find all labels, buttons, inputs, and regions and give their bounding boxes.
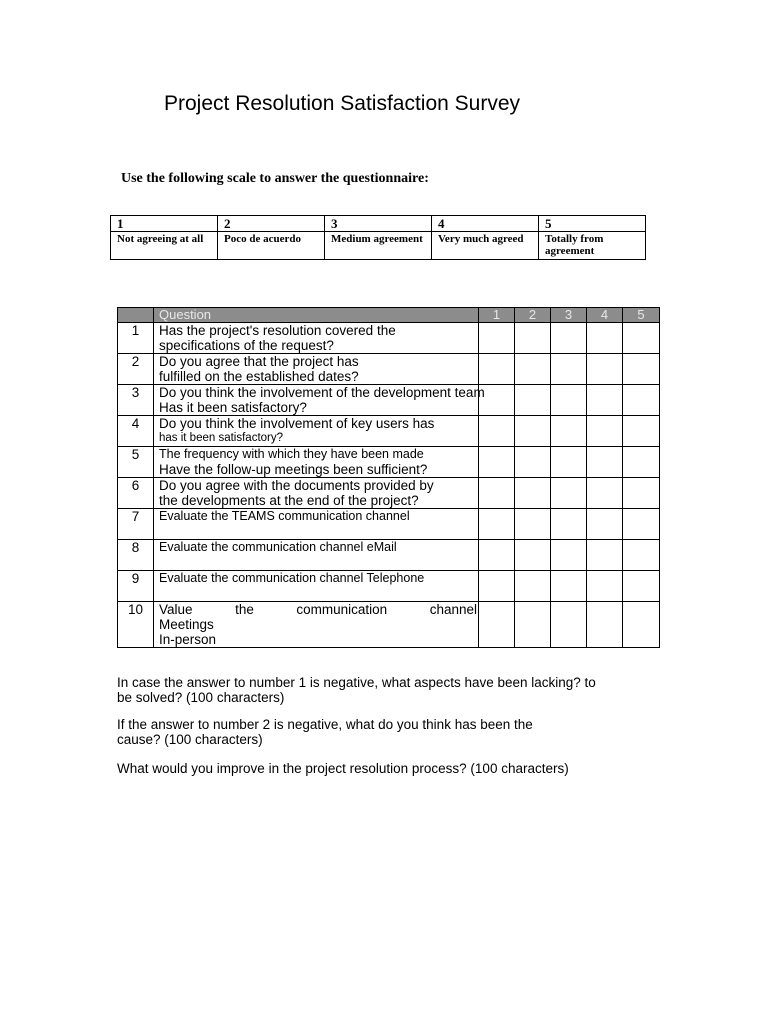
question-row	[118, 354, 660, 385]
rating-cell-5[interactable]	[623, 478, 660, 509]
scale-label: Medium agreement	[325, 232, 432, 260]
rating-cell-5[interactable]	[623, 354, 660, 385]
rating-cell-3[interactable]	[551, 509, 587, 540]
rating-scale-table	[110, 215, 646, 260]
rating-cell-5[interactable]	[623, 323, 660, 354]
question-row	[118, 509, 660, 540]
scale-number: 1	[111, 216, 218, 232]
question-text	[154, 447, 479, 478]
rating-cell-5[interactable]	[623, 416, 660, 447]
rating-cell-5[interactable]	[623, 571, 660, 602]
rating-cell-5[interactable]	[623, 447, 660, 478]
question-text	[154, 571, 479, 602]
question-row	[118, 602, 660, 648]
question-number: 9	[118, 571, 154, 602]
rating-cell-2[interactable]	[515, 571, 551, 602]
rating-cell-2[interactable]	[515, 478, 551, 509]
survey-header-row	[118, 308, 660, 323]
open-question-1: In case the answer to number 1 is negative, what aspects have been lacking? to be solved? (100 characters)	[117, 675, 596, 705]
rating-cell-3[interactable]	[551, 602, 587, 648]
rating-cell-2[interactable]	[515, 416, 551, 447]
rating-cell-3[interactable]	[551, 385, 587, 416]
rating-cell-2[interactable]	[515, 540, 551, 571]
question-row	[118, 416, 660, 447]
rating-cell-4[interactable]	[587, 385, 623, 416]
rating-cell-3[interactable]	[551, 540, 587, 571]
question-number: 2	[118, 354, 154, 385]
question-line: Have the follow-up meetings been sufficient?	[159, 462, 428, 477]
rating-cell-1[interactable]	[479, 354, 515, 385]
question-number: 4	[118, 416, 154, 447]
question-number: 6	[118, 478, 154, 509]
rating-cell-1[interactable]	[479, 323, 515, 354]
header-rating-3: 3	[551, 308, 587, 323]
rating-cell-4[interactable]	[587, 478, 623, 509]
scale-label: Not agreeing at all	[111, 232, 218, 260]
rating-cell-5[interactable]	[623, 385, 660, 416]
rating-cell-2[interactable]	[515, 323, 551, 354]
rating-cell-4[interactable]	[587, 509, 623, 540]
question-number: 8	[118, 540, 154, 571]
question-line: Has the project's resolution covered the	[159, 323, 396, 338]
rating-cell-1[interactable]	[479, 602, 515, 648]
question-text	[154, 602, 479, 648]
rating-cell-3[interactable]	[551, 571, 587, 602]
rating-cell-3[interactable]	[551, 354, 587, 385]
question-line: Evaluate the communication channel Telephone	[159, 571, 425, 585]
question-row	[118, 478, 660, 509]
scale-number: 4	[432, 216, 539, 232]
question-line: Do you agree that the project has	[159, 354, 359, 369]
question-row	[118, 571, 660, 602]
question-line: fulfilled on the established dates?	[159, 369, 359, 384]
rating-cell-3[interactable]	[551, 447, 587, 478]
question-number: 5	[118, 447, 154, 478]
question-text	[154, 509, 479, 540]
question-line: Do you think the involvement of the development team	[159, 385, 485, 400]
question-line: In-person	[159, 632, 217, 647]
rating-cell-3[interactable]	[551, 416, 587, 447]
question-text	[154, 354, 479, 385]
rating-cell-4[interactable]	[587, 540, 623, 571]
question-line: specifications of the request?	[159, 338, 334, 353]
rating-cell-5[interactable]	[623, 540, 660, 571]
question-number: 7	[118, 509, 154, 540]
question-line: has it been satisfactory?	[159, 432, 284, 444]
question-line: Evaluate the communication channel eMail	[159, 540, 397, 554]
rating-cell-1[interactable]	[479, 509, 515, 540]
question-line: the developments at the end of the project?	[159, 493, 419, 508]
rating-cell-2[interactable]	[515, 447, 551, 478]
rating-cell-1[interactable]	[479, 478, 515, 509]
open-question-3: What would you improve in the project resolution process? (100 characters)	[117, 761, 569, 776]
rating-cell-4[interactable]	[587, 354, 623, 385]
question-line: Do you think the involvement of key users has	[159, 416, 435, 431]
scale-number: 3	[325, 216, 432, 232]
rating-cell-4[interactable]	[587, 416, 623, 447]
open-question-2: If the answer to number 2 is negative, what do you think has been the cause? (100 characters)	[117, 717, 533, 747]
rating-cell-5[interactable]	[623, 509, 660, 540]
scale-label: Very much agreed	[432, 232, 539, 260]
rating-cell-1[interactable]	[479, 416, 515, 447]
scale-label: Totally from agreement	[539, 232, 646, 260]
question-line: Has it been satisfactory?	[159, 400, 307, 415]
rating-cell-2[interactable]	[515, 354, 551, 385]
rating-cell-2[interactable]	[515, 602, 551, 648]
header-question: Question	[154, 308, 479, 323]
question-text	[154, 416, 479, 447]
rating-cell-4[interactable]	[587, 323, 623, 354]
scale-number: 2	[218, 216, 325, 232]
survey-table	[117, 307, 660, 648]
rating-cell-4[interactable]	[587, 602, 623, 648]
rating-cell-1[interactable]	[479, 571, 515, 602]
question-row	[118, 385, 660, 416]
rating-cell-3[interactable]	[551, 478, 587, 509]
rating-cell-2[interactable]	[515, 385, 551, 416]
question-line: Do you agree with the documents provided by	[159, 478, 434, 493]
question-row	[118, 540, 660, 571]
header-number-cell	[118, 308, 154, 323]
rating-cell-3[interactable]	[551, 323, 587, 354]
question-text	[154, 478, 479, 509]
scale-number: 5	[539, 216, 646, 232]
rating-cell-1[interactable]	[479, 447, 515, 478]
question-text	[154, 540, 479, 571]
header-rating-5: 5	[623, 308, 660, 323]
header-rating-4: 4	[587, 308, 623, 323]
rating-cell-4[interactable]	[587, 447, 623, 478]
question-number: 3	[118, 385, 154, 416]
question-text	[154, 323, 479, 354]
question-number: 10	[118, 602, 154, 648]
question-text	[154, 385, 485, 416]
question-row	[118, 323, 660, 354]
rating-cell-5[interactable]	[623, 602, 660, 648]
rating-cell-2[interactable]	[515, 509, 551, 540]
question-line: The frequency with which they have been made	[159, 447, 424, 461]
question-line: Evaluate the TEAMS communication channel	[159, 509, 410, 523]
question-line: Value the communication channel Meetings	[159, 602, 477, 632]
rating-cell-1[interactable]	[479, 540, 515, 571]
page-title: Project Resolution Satisfaction Survey	[164, 92, 521, 115]
question-row	[118, 447, 660, 478]
rating-cell-4[interactable]	[587, 571, 623, 602]
header-rating-2: 2	[515, 308, 551, 323]
scale-label: Poco de acuerdo	[218, 232, 325, 260]
header-rating-1: 1	[479, 308, 515, 323]
scale-instructions: Use the following scale to answer the questionnaire:	[121, 171, 429, 186]
question-number: 1	[118, 323, 154, 354]
